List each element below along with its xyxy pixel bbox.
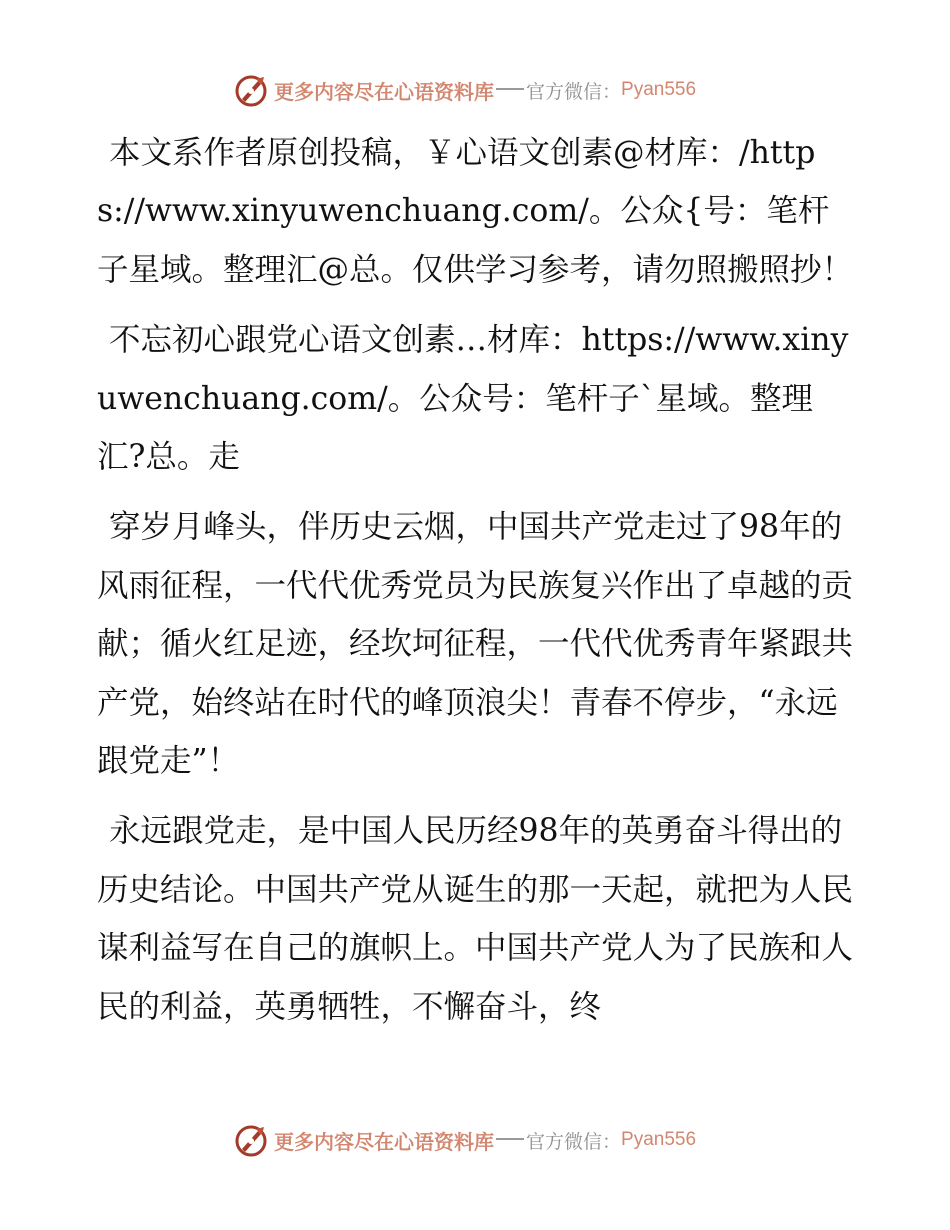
header-wechat-id: Pyan556 (621, 79, 697, 100)
footer-brand-text: 更多内容尽在心语资料库 (274, 1129, 494, 1154)
paragraph: 本文系作者原创投稿，￥心语文创素@材库：/https://www.xinyuwenchuang.com/。公众{号：笔杆子星域。整理汇@总。仅供学习参考，请勿照搬照抄！ (97, 135, 854, 288)
header-brand-text: 更多内容尽在心语资料库 (274, 79, 494, 104)
footer-dash (496, 1138, 524, 1140)
header-dash (496, 88, 524, 90)
footer-wechat-id: Pyan556 (621, 1129, 697, 1150)
paragraph: 不忘初心跟党心语文创素…材库：https://www.xinyuwenchuang.com/。公众号：笔杆子`星域。整理汇?总。走 (97, 322, 849, 476)
footer-banner (234, 1122, 696, 1158)
footer-wechat-label: 官方微信： (526, 1130, 622, 1153)
quill-pen-logo-icon (234, 73, 268, 107)
quill-pen-logo-icon (234, 1123, 268, 1157)
paragraph: 穿岁月峰头，伴历史云烟，中国共产党走过了98年的风雨征程，一代代优秀党员为民族复兴作出了卓越的贡献；循火红足迹，经坎坷征程，一代代优秀青年紧跟共产党，始终站在时代的峰顶浪尖！青春不停步，“永远跟党走”！ (97, 509, 854, 780)
header-banner (234, 72, 696, 108)
paragraph: 永远跟党走，是中国人民历经98年的英勇奋斗得出的历史结论。中国共产党从诞生的那一天起，就把为人民谋利益写在自己的旗帜上。中国共产党人为了民族和人民的利益，英勇牺牲，不懈奋斗，终 (97, 813, 854, 1025)
header-wechat-label: 官方微信： (526, 80, 622, 103)
document-body (97, 124, 857, 1048)
